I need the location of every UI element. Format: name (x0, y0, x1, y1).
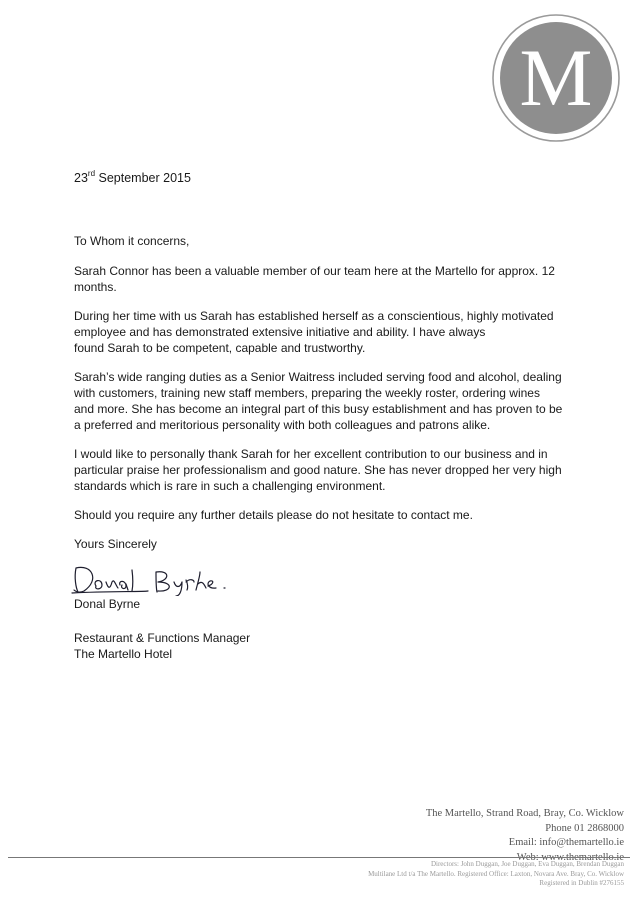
salutation: To Whom it concerns, (74, 234, 190, 248)
footer-address: The Martello, Strand Road, Bray, Co. Wicklow (425, 808, 624, 819)
footer-registration-number: Registered in Dublin #276155 (539, 879, 624, 887)
logo-letter: M (519, 32, 593, 123)
paragraph-character: During her time with us Sarah has established herself as a conscientious, highly motivated employee and has demonstrated extensive initiative and ability. I have always found Sarah to be competent, capable and trustworthy. (74, 309, 554, 355)
signer-organization: The Martello Hotel (74, 647, 173, 661)
paragraph-intro: Sarah Connor has been a valuable member of our team here at the Martello for approx. 12 months. (74, 264, 555, 294)
closing: Yours Sincerely (74, 537, 157, 551)
footer-email: Email: info@themartello.ie (508, 837, 624, 848)
signer-details (74, 630, 574, 662)
letter-body (74, 170, 574, 675)
letter-date: 23rd September 2015 (74, 168, 191, 185)
signer-name: Donal Byrne (74, 597, 141, 611)
signer-role: Restaurant & Functions Manager (74, 631, 251, 645)
footer-registered-office: Multilane Ltd t/a The Martello. Registered Office: Laxton, Novara Ave. Bray, Co. Wicklow (368, 869, 624, 878)
handwritten-signature (70, 558, 240, 596)
martello-logo (490, 12, 622, 144)
footer-registration-block (368, 860, 624, 889)
footer-divider (8, 857, 630, 858)
footer-web: Web: www.themartello.ie (516, 851, 624, 863)
paragraph-contact: Should you require any further details please do not hesitate to contact me. (74, 508, 473, 522)
paragraph-thanks: I would like to personally thank Sarah for her excellent contribution to our business and in particular praise her professionalism and good nature. She has never dropped her very high standards which is rare in such a challenging environment. (74, 447, 562, 493)
footer-directors: Directors: John Duggan, Joe Duggan, Eva Duggan, Brendan Duggan (430, 860, 624, 868)
footer-phone: Phone 01 2868000 (545, 822, 624, 834)
paragraph-duties: Sarah’s wide ranging duties as a Senior Waitress included serving food and alcohol, dealing with customers, training new staff members, preparing the weekly roster, ordering wines and more. She has become an integral part of this busy establishment and has proven to be a preferred and meritorious personality with both colleagues and patrons alike. (74, 370, 563, 432)
